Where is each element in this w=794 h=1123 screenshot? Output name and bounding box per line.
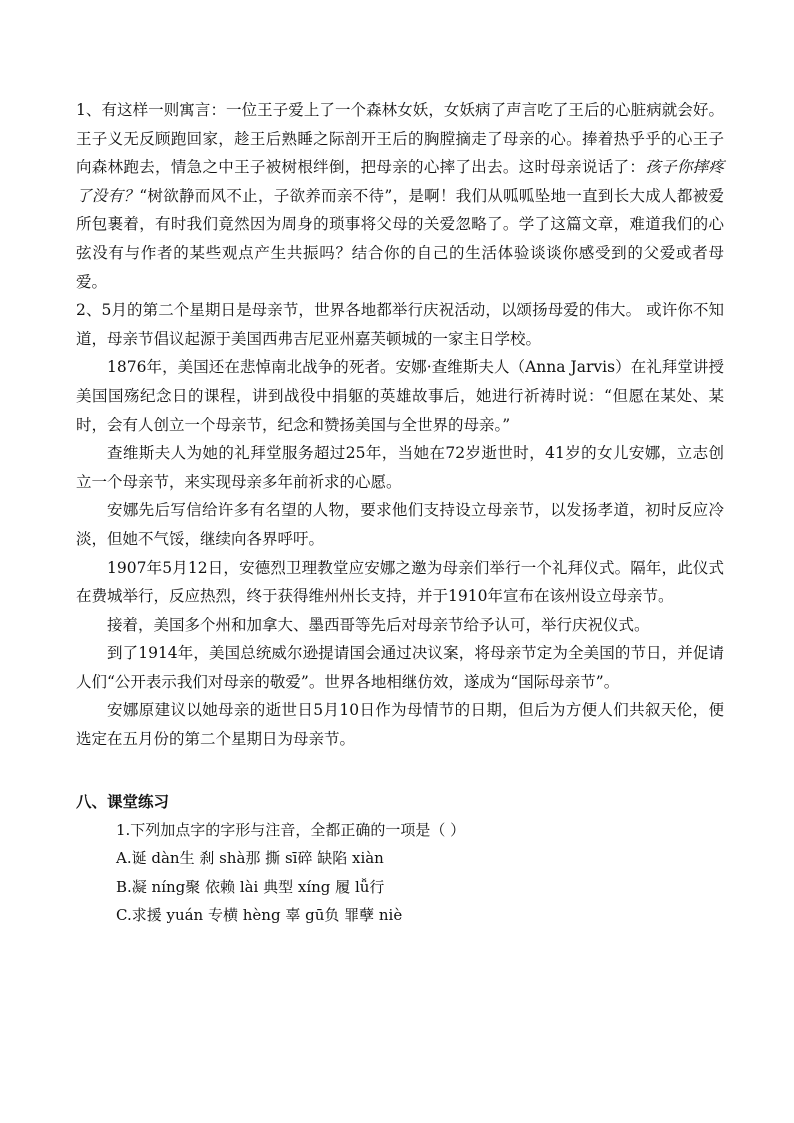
exercise-question: 1.下列加点字的字形与注音，全都正确的一项是（ ） [116, 820, 466, 839]
paragraph-jarvis: 查维斯夫人为她的礼拜堂服务超过25年，当她在72岁逝世时，41岁的女儿安娜，立志创立一个母亲节，来实现母亲多年前祈求的心愿。 [76, 444, 724, 491]
paragraph-date-choice: 安娜原建议以她母亲的逝世日5月10日作为母情节的日期，但后为方便人们共叙天伦，便选定在五月份的第二个星期日为母亲节。 [76, 701, 724, 749]
paragraph-1914: 到了1914年，美国总统威尔逊提请国会通过决议案，将母亲节定为全美国的节日，并促请人们“公开表示我们对母亲的敬爱”。世界各地相继仿效，遂成为“国际母亲节”。 [76, 644, 724, 691]
document-page [76, 96, 724, 930]
fable-text: 1、有这样一则寓言：一位王子爱上了一个森林女妖，女妖病了声言吃了王后的心脏病就会好。王子义无反顾跑回家，趁王后熟睡之际剖开王后的胸膛摘走了母亲的心。捧着热乎乎的心王子向森林跑去，情急之中王子被树根绊倒，把母亲的心摔了出去。这时母亲说话了： [76, 101, 724, 177]
fable-text-continued: “树欲静而风不止，子欲养而亲不待”，是啊！我们从呱呱坠地一直到长大成人都被爱所包裹着，有时我们竟然因为周身的琐事将父母的关爱忽略了。学了这篇文章，难道我们的心弦没有与作者的某些观点产生共振吗？结合你的自己的生活体验谈谈你感受到的父爱或者母爱。 [76, 186, 724, 291]
section-title: 八、课堂练习 [76, 792, 170, 811]
paragraph-fable [76, 96, 724, 296]
paragraph-1907: 1907年5月12日，安德烈卫理教堂应安娜之邀为母亲们举行一个礼拜仪式。隔年，此仪式在费城举行，反应热烈，终于获得维州州长支持，并于1910年宣布在该州设立母亲节。 [76, 558, 724, 606]
option-b: B.凝 níng聚 依赖 lài 典型 xíng 履 lǚ行 [116, 877, 385, 896]
paragraph-anna-letters: 安娜先后写信给许多有名望的人物，要求他们支持设立母亲节，以发扬孝道，初时反应冷淡，但她不气馁，继续向各界呼吁。 [76, 501, 724, 548]
paragraph-mothers-day-intro: 2、5月的第二个星期日是母亲节，世界各地都举行庆祝活动，以颂扬母爱的伟大。 或许你不知道，母亲节倡议起源于美国西弗吉尼亚州嘉芙顿城的一家主日学校。 [76, 301, 724, 348]
option-c: C.求援 yuán 专横 hèng 辜 gū负 罪孽 niè [116, 906, 403, 925]
option-a: A.诞 dàn生 刹 shà那 撕 sī碎 缺陷 xiàn [116, 849, 384, 868]
paragraph-recognition: 接着，美国多个州和加拿大、墨西哥等先后对母亲节给予认可，举行庆祝仪式。 [107, 615, 650, 634]
paragraph-1876: 1876年，美国还在悲悼南北战争的死者。安娜·查维斯夫人（Anna Jarvis）在礼拜堂讲授美国国殇纪念日的课程，讲到战役中捐躯的英雄故事后，她进行祈祷时说：“但愿在某处、某时，会有人创立一个母亲节，纪念和赞扬美国与全世界的母亲。” [76, 358, 724, 434]
fable-italic-quote: 孩子你摔疼了没有？ [76, 158, 724, 205]
